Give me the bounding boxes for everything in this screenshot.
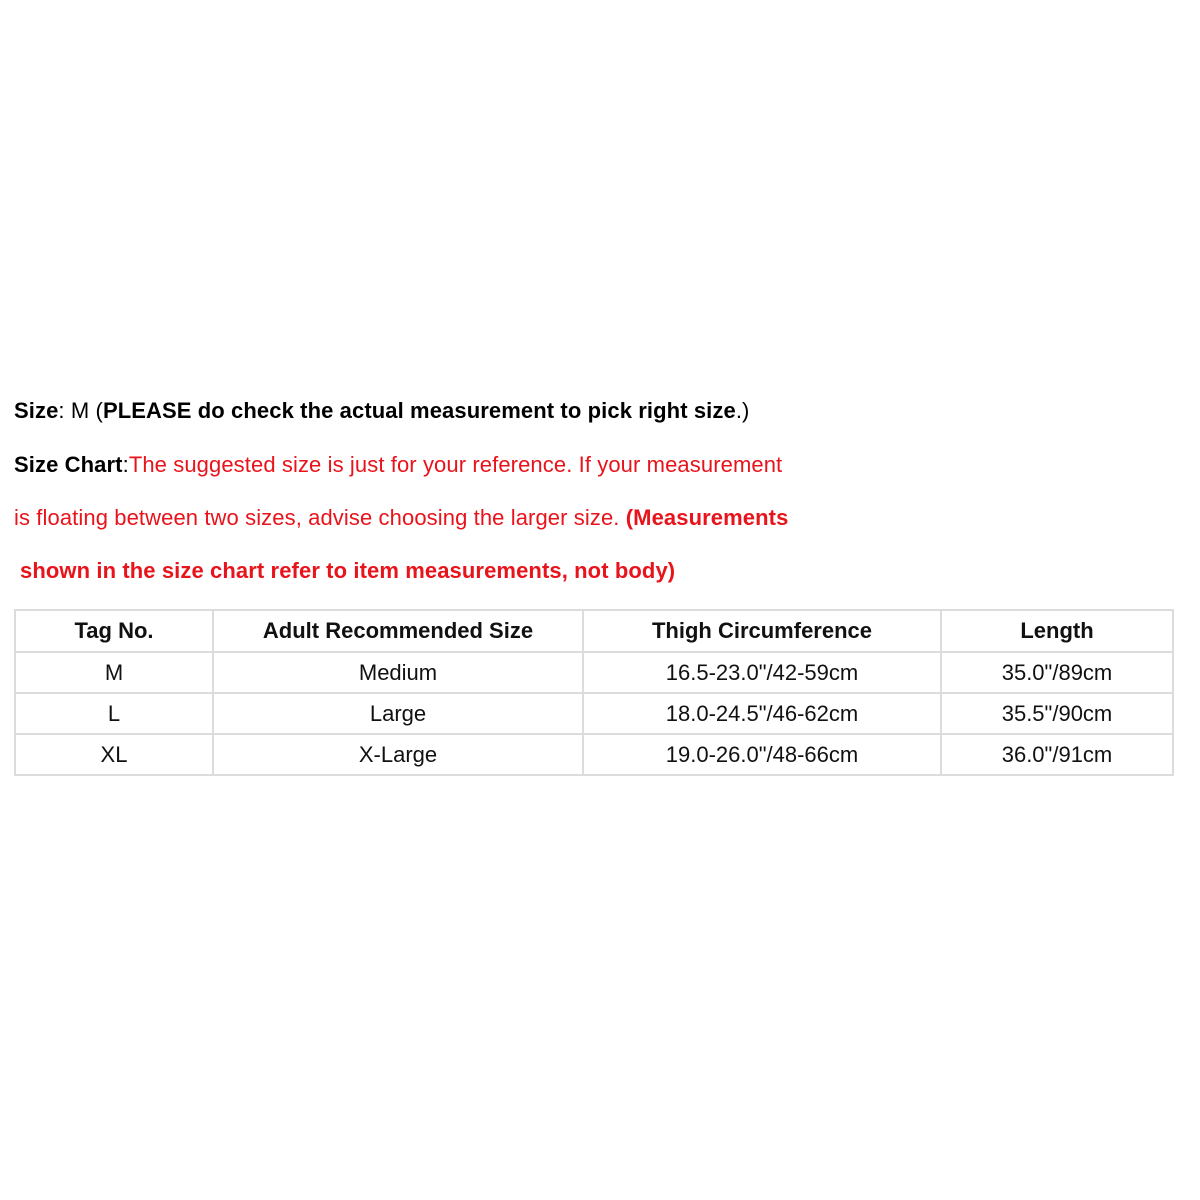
size-note: PLEASE do check the actual measurement to pick right size	[102, 398, 736, 423]
table-header-row	[15, 610, 1173, 652]
length-cell: 36.0"/91cm	[941, 734, 1173, 775]
header-adult-recommended-size: Adult Recommended Size	[213, 610, 583, 652]
recommended-size-cell: Large	[213, 693, 583, 734]
recommended-size-cell: Medium	[213, 652, 583, 693]
measurements-note-end: shown in the size chart refer to item measurements, not body)	[20, 558, 676, 583]
thigh-circumference-cell: 18.0-24.5"/46-62cm	[583, 693, 941, 734]
size-line	[14, 398, 749, 424]
size-chart-line	[14, 452, 782, 478]
size-note-close: .)	[735, 398, 750, 423]
table-row	[15, 693, 1173, 734]
size-chart-table	[14, 609, 1174, 776]
floating-note-text: is floating between two sizes, advise choosing the larger size.	[14, 505, 626, 530]
tag-no-cell: XL	[15, 734, 213, 775]
table-row	[15, 652, 1173, 693]
size-colon: :	[58, 398, 71, 423]
thigh-circumference-cell: 19.0-26.0"/48-66cm	[583, 734, 941, 775]
size-label: Size	[14, 398, 59, 423]
measurements-note-start: (Measurements	[625, 505, 789, 530]
size-chart-note: The suggested size is just for your reference. If your measurement	[128, 452, 783, 477]
size-chart-colon: :	[122, 452, 129, 477]
length-cell: 35.0"/89cm	[941, 652, 1173, 693]
length-cell: 35.5"/90cm	[941, 693, 1173, 734]
recommended-size-cell: X-Large	[213, 734, 583, 775]
size-chart-label: Size Chart	[14, 452, 123, 477]
floating-note-line	[14, 505, 788, 531]
size-value: M (	[70, 398, 103, 423]
tag-no-cell: L	[15, 693, 213, 734]
measurements-note-line	[20, 558, 675, 584]
header-tag-no: Tag No.	[15, 610, 213, 652]
header-length: Length	[941, 610, 1173, 652]
thigh-circumference-cell: 16.5-23.0"/42-59cm	[583, 652, 941, 693]
header-thigh-circumference: Thigh Circumference	[583, 610, 941, 652]
tag-no-cell: M	[15, 652, 213, 693]
table-row	[15, 734, 1173, 775]
